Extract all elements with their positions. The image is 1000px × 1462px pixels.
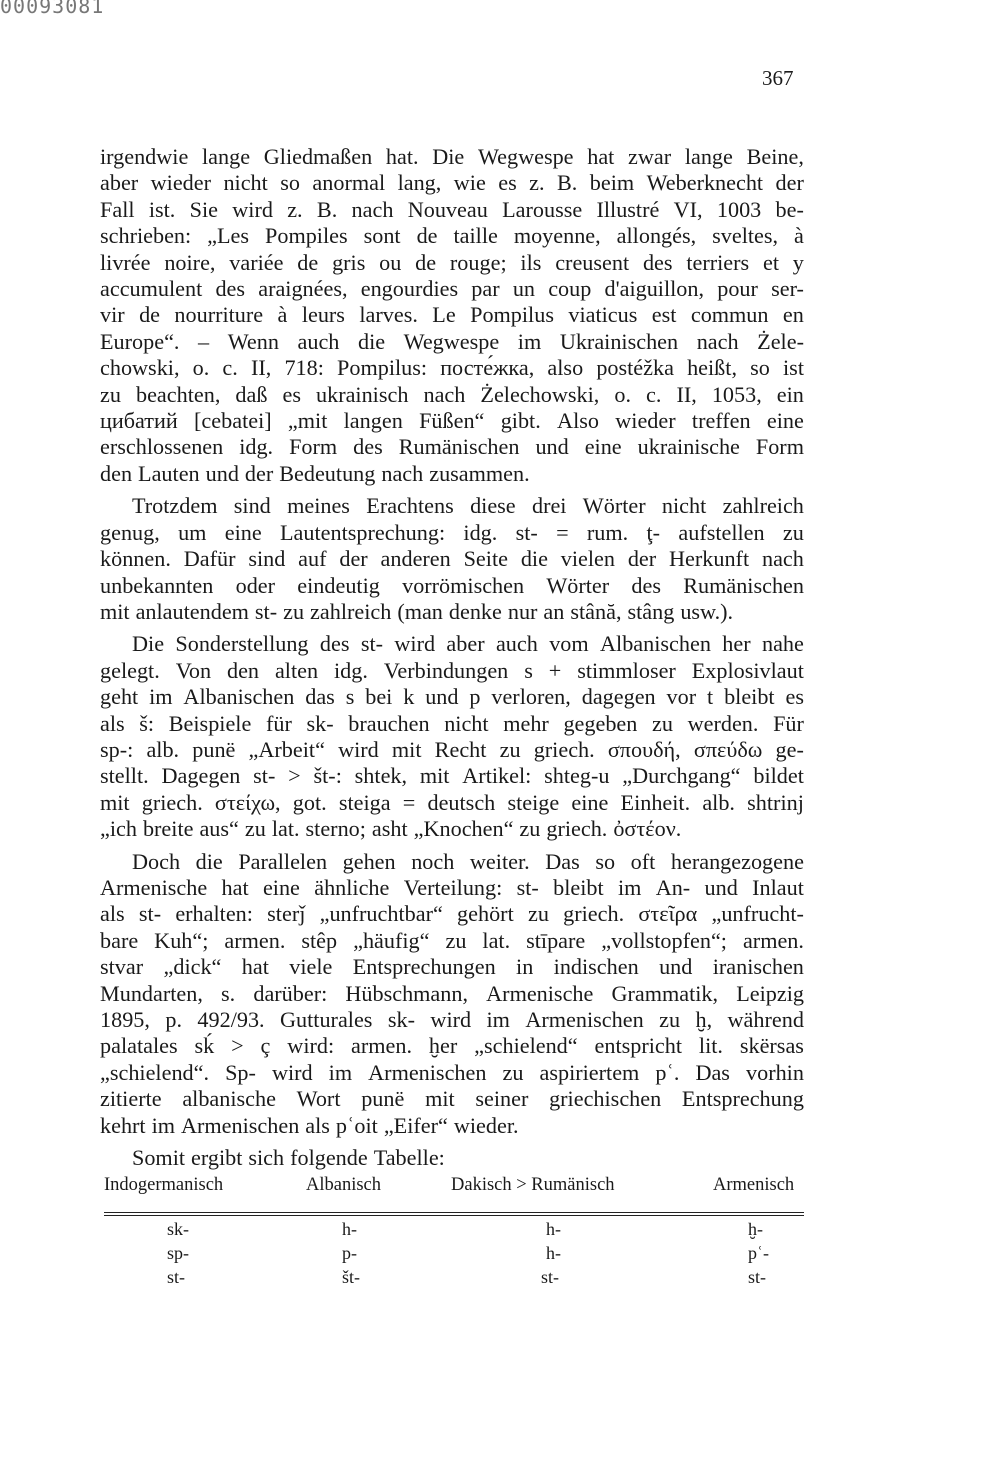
text-line: Somit ergibt sich folgende Tabelle:	[132, 1145, 445, 1171]
text-line: zitierte albanische Wort punë mit seiner griechischen Entsprechung	[100, 1086, 804, 1112]
scan-id: 00093081	[0, 0, 105, 18]
text-line: Mundarten, s. darüber: Hübschmann, Armenische Grammatik, Leipzig	[100, 980, 804, 1006]
text-line: stvar „dick“ hat viele Entsprechungen in indischen und iranischen	[100, 954, 804, 980]
table-header-rumaenisch: Dakisch > Rumänisch	[451, 1175, 615, 1195]
table-cell: st-	[167, 1267, 185, 1287]
text-line: können. Dafür sind auf der anderen Seite die vielen der Herkunft nach	[100, 546, 804, 572]
text-line: palatales sḱ > ç wird: armen. ḫer „schielend“ entspricht lit. skërsas	[100, 1033, 804, 1059]
text-line: Fall ist. Sie wird z. B. nach Nouveau Larousse Illustré VI, 1003 be-	[100, 196, 804, 222]
table-header-albanisch: Albanisch	[306, 1175, 382, 1195]
text-line: Die Sonderstellung des st- wird aber auch vom Albanischen her nahe	[132, 631, 804, 657]
table-cell: sp-	[167, 1243, 189, 1263]
text-line: schrieben: „Les Pompiles sont de taille moyenne, allongés, sveltes, à	[100, 223, 804, 249]
text-line: livrée noire, variée de gris ou de rouge; ils creusent des terriers et y	[100, 249, 804, 275]
text-line: genug, um eine Lautentsprechung: idg. st- = rum. ţ- aufstellen zu	[100, 519, 804, 545]
text-line: zu beachten, daß es ukrainisch nach Żelechowski, o. c. II, 1053, ein	[100, 381, 804, 407]
table-cell: pʿ-	[748, 1243, 769, 1263]
table-cell: p-	[342, 1243, 357, 1263]
table-cell: sk-	[167, 1219, 189, 1239]
table-rule	[104, 1212, 804, 1213]
text-line: als st- erhalten: sterǰ „unfruchtbar“ gehört zu griech. στεῖρα „unfrucht-	[100, 901, 804, 927]
table-cell: ḫ-	[748, 1219, 763, 1239]
page-number: 367	[762, 66, 794, 90]
text-line: unbekannten oder eindeutig vorrömischen Wörter des Rumänischen	[100, 572, 804, 598]
text-line: gelegt. Von den alten idg. Verbindungen s + stimmloser Explosivlaut	[100, 657, 804, 683]
text-line: irgendwie lange Gliedmaßen hat. Die Wegwespe hat zwar lange Beine,	[100, 144, 804, 169]
text-line: Trotzdem sind meines Erachtens diese drei Wörter nicht zahlreich	[132, 493, 804, 519]
text-line: stellt. Dagegen st- > št-: shtek, mit Artikel: shteg-u „Durchgang“ bildet	[100, 763, 804, 789]
body-text	[100, 144, 804, 1171]
table-cell: h-	[342, 1219, 357, 1239]
text-line: „ich breite aus“ zu lat. sterno; asht „Knochen“ zu griech. ὀστέον.	[100, 816, 682, 842]
text-line: geht im Albanischen das s bei k und p verloren, dagegen vor t bleibt es	[100, 684, 804, 710]
table-header-armenisch: Armenisch	[713, 1175, 795, 1195]
table-cell: st-	[748, 1267, 766, 1287]
table-header-indogermanisch: Indogermanisch	[104, 1175, 224, 1195]
text-line: als š: Beispiele für sk- brauchen nicht mehr gegeben zu werden. Für	[100, 710, 804, 736]
text-line: Doch die Parallelen gehen noch weiter. Das so oft herangezogene	[132, 848, 804, 874]
text-line: цибатий [cebatei] „mit langen Füßen“ gibt. Also wieder treffen eine	[100, 408, 804, 434]
text-line: sp-: alb. punë „Arbeit“ wird mit Recht zu griech. σπουδή, σπεύδω ge-	[100, 736, 804, 762]
text-line: erschlossenen idg. Form des Rumänischen und eine ukrainische Form	[100, 434, 804, 460]
table-rule	[104, 1215, 804, 1216]
text-line: den Lauten und der Bedeutung nach zusammen.	[100, 460, 530, 486]
text-line: Armenische hat eine ähnliche Verteilung: st- bleibt im An- und Inlaut	[100, 874, 804, 900]
text-line: kehrt im Armenischen als pʿoit „Eifer“ wieder.	[100, 1112, 519, 1138]
text-line: chowski, o. c. II, 718: Pompilus: посте́жка, also postéžka heißt, so ist	[100, 355, 804, 381]
text-line: bare Kuh“; armen. stêp „häufig“ zu lat. stīpare „vollstopfen“; armen.	[100, 927, 804, 953]
text-line: aber wieder nicht so anormal lang, wie es z. B. beim Weberknecht der	[100, 170, 804, 196]
text-line: mit griech. στείχω, got. steiga = deutsch steige eine Einheit. alb. shtrinj	[100, 789, 804, 815]
table-cell: h-	[546, 1243, 561, 1263]
text-line: mit anlautendem st- zu zahlreich (man denke nur an stână, stâng usw.).	[100, 598, 734, 624]
text-line: 1895, p. 492/93. Gutturales sk- wird im Armenischen zu ḫ, während	[100, 1007, 804, 1032]
text-line: accumulent des araignées, engourdies par un coup d'aiguillon, pour ser-	[100, 276, 804, 302]
table-cell: st-	[541, 1267, 559, 1287]
text-line: vir de nourriture à leurs larves. Le Pompilus viaticus est commun en	[100, 302, 804, 328]
table-cell: h-	[546, 1219, 561, 1239]
text-line: Europe“. – Wenn auch die Wegwespe im Ukrainischen nach Żele-	[100, 328, 804, 354]
table-cell: št-	[342, 1267, 360, 1287]
text-line: „schielend“. Sp- wird im Armenischen zu aspiriertem pʿ. Das vorhin	[100, 1059, 804, 1085]
